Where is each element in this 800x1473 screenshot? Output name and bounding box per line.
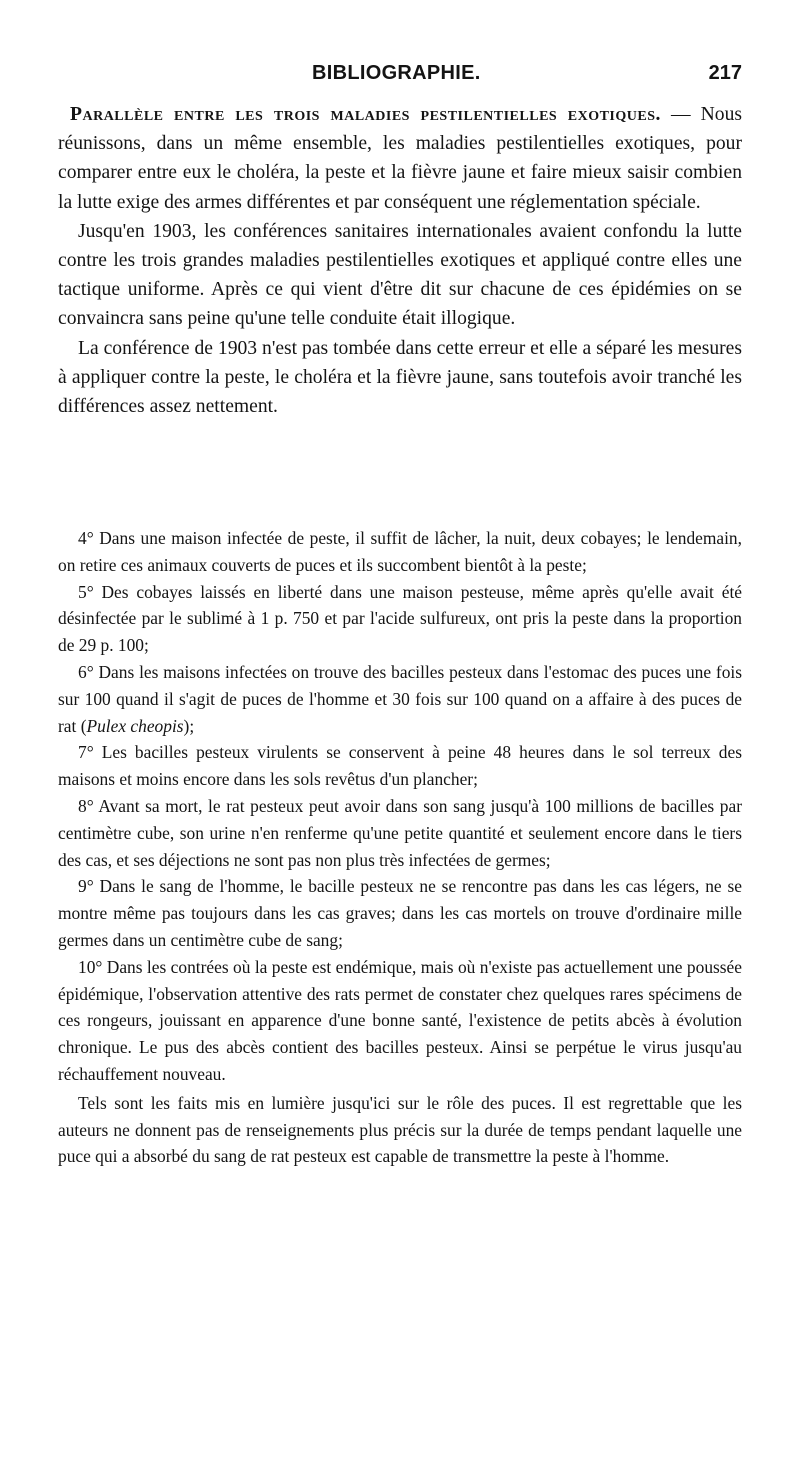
note-text: Dans les maisons infectées on trouve des bacilles pesteux dans l'estomac des puces une fois sur 100 quand il s'agit de puces de l'homme et 30 fois sur 100 quand on a affaire à des puces de rat ( <box>58 661 742 736</box>
page-number: 217 <box>708 62 742 84</box>
note-number: 10° <box>78 956 103 977</box>
note-number: 7° <box>78 742 94 763</box>
running-header <box>58 62 742 90</box>
note-number: 8° <box>78 795 94 816</box>
paragraph-text: Nous réunissons, dans un même ensemble, les maladies pestilentielles exotiques, pour comparer entre eux le choléra, la peste et la fièvre jaune et faire mieux saisir combien la lutte exige des armes différentes et par conséquent une réglementation spéciale. <box>58 104 742 213</box>
section-paragraph-3: La conférence de 1903 n'est pas tombée dans cette erreur et elle a séparé les mesures à appliquer contre la peste, le choléra et la fièvre jaune, sans toutefois avoir tranché les différences assez nettement. <box>58 337 742 418</box>
numbered-notes <box>58 525 742 1170</box>
note-text: Dans les contrées où la peste est endémique, mais où n'existe pas actuellement une poussée épidémique, l'observation attentive des rats permet de constater chez quelques rares spécimens de ces rongeurs, jouissant en apparence d'une bonne santé, l'existence de petits abcès à évolution chronique. Le pus des abcès contient des bacilles pesteux. Ainsi se perpétue le virus jusqu'au réchauffement nouveau. <box>58 956 742 1084</box>
note-number: 4° <box>78 528 94 548</box>
note-text: Avant sa mort, le rat pesteux peut avoir dans son sang jusqu'à 100 millions de bacilles par centimètre cube, son urine n'en renferme qu'une petite quantité et seulement encore dans le tiers des cas, et ses déjections ne sont pas non plus très infectées de germes; <box>58 795 742 870</box>
section-paragraph-1 <box>58 100 742 217</box>
section-title-dash: — <box>660 104 701 125</box>
section-paragraph-2: Jusqu'en 1903, les conférences sanitaires internationales avaient confondu la lutte contre les trois grandes maladies pestilentielles exotiques et appliqué contre elles une tactique uniforme. Après ce qui vient d'être dit sur chacune de ces épidémies on se convaincra sans peine qu'une telle conduite était illogique. <box>58 220 742 330</box>
closing-paragraph: Tels sont les faits mis en lumière jusqu'ici sur le rôle des puces. Il est regrettable que les auteurs ne donnent pas de renseignements plus précis sur la durée de temps pendant laquelle une puce qui a absorbé du sang de rat pesteux est capable de transmettre la peste à l'homme. <box>58 1092 742 1167</box>
note-item <box>58 659 742 739</box>
note-text-end: ); <box>183 715 195 736</box>
note-item <box>58 525 742 579</box>
running-title: BIBLIOGRAPHIE. <box>312 62 481 84</box>
note-item <box>58 739 742 793</box>
note-text: Dans une maison infectée de peste, il suffit de lâcher, la nuit, deux cobayes; le lendemain, on retire ces animaux couverts de puces et ils succombent bientôt à la peste; <box>58 528 742 575</box>
note-item <box>58 579 742 659</box>
note-text: Les bacilles pesteux virulents se conservent à peine 48 heures dans le sol terreux des maisons et moins encore dans les sols revêtus d'un plancher; <box>58 742 742 790</box>
note-text: Des cobayes laissés en liberté dans une maison pesteuse, même après qu'elle avait été désinfectée par le sublimé à 1 p. 750 et par l'acide sulfureux, ont pris la peste dans la proportion de 29 p. 100; <box>58 581 742 656</box>
note-number: 9° <box>78 876 94 897</box>
note-item <box>58 793 742 873</box>
section-body <box>58 100 742 421</box>
note-item <box>58 873 742 953</box>
note-number: 5° <box>78 581 94 602</box>
note-item <box>58 954 742 1088</box>
section-title: Parallèle entre les trois maladies pestilentielles exotiques. <box>70 104 661 125</box>
note-number: 6° <box>78 661 94 682</box>
note-text: Dans le sang de l'homme, le bacille pesteux ne se rencontre pas dans les cas légers, ne se montre même pas toujours dans les cas graves; dans les cas mortels on trouve d'ordinaire mille germes dans un centimètre cube de sang; <box>58 876 742 950</box>
species-name: Pulex cheopis <box>86 715 184 736</box>
